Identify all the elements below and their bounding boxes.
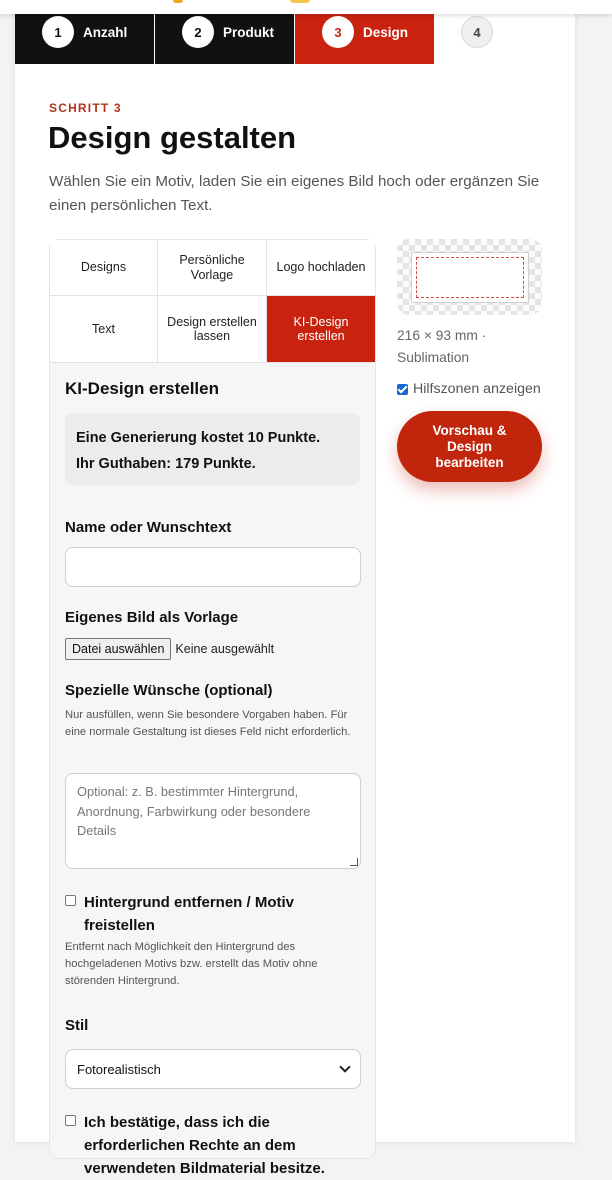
tab-designs[interactable]: Designs bbox=[50, 240, 158, 296]
tab-personal-template[interactable]: Persönliche Vorlage bbox=[158, 240, 267, 296]
help-zones-toggle[interactable] bbox=[397, 381, 541, 397]
help-zones-checkbox[interactable] bbox=[397, 384, 408, 395]
style-label: Stil bbox=[65, 1017, 89, 1034]
step-label: Anzahl bbox=[83, 24, 128, 40]
file-status: Keine ausgewählt bbox=[175, 642, 275, 656]
help-zones-label: Hilfszonen anzeigen bbox=[413, 381, 541, 397]
page-title: Design gestalten bbox=[48, 120, 297, 155]
bg-remove-checkbox[interactable] bbox=[65, 895, 76, 906]
ki-section-title: KI-Design erstellen bbox=[65, 379, 219, 398]
wishes-placeholder: Optional: z. B. bestimmter Hintergrund, Anordnung, Farbwirkung oder besondere Details bbox=[77, 784, 311, 838]
top-strip-mark bbox=[173, 0, 183, 3]
tab-text[interactable]: Text bbox=[50, 296, 158, 362]
bg-remove-label: Hintergrund entfernen / Motiv freistellen bbox=[84, 894, 294, 934]
wishes-hint: Nur ausfüllen, wenn Sie besondere Vorgaben haben. Für eine normale Gestaltung ist dieses Feld nicht erforderlich. bbox=[65, 709, 351, 738]
tab-logo-upload[interactable]: Logo hochladen bbox=[267, 240, 375, 296]
configurator-card bbox=[15, 0, 575, 1177]
step-number: 3 bbox=[322, 16, 354, 48]
bg-remove-hint: Entfernt nach Möglichkeit den Hintergrund des hochgeladenen Motivs bzw. erstellt das Motiv ohne störenden Hintergrund. bbox=[65, 941, 318, 987]
product-meta bbox=[397, 325, 547, 369]
chevron-down-icon bbox=[339, 1061, 350, 1072]
top-strip-mark bbox=[290, 0, 310, 3]
wishes-textarea[interactable] bbox=[65, 773, 361, 869]
tab-ki-design[interactable]: KI-Design erstellen bbox=[267, 296, 375, 362]
step-label: Design bbox=[363, 24, 409, 40]
print-method: Sublimation bbox=[397, 350, 470, 365]
step-number: 2 bbox=[182, 16, 214, 48]
resize-grip-icon[interactable] bbox=[350, 858, 358, 866]
preview-edit-button[interactable]: Vorschau & Design bearbeiten bbox=[397, 411, 542, 482]
style-select[interactable] bbox=[65, 1049, 361, 1089]
balance-info: Ihr Guthaben: 179 Punkte. bbox=[76, 456, 256, 472]
name-field-label: Name oder Wunschtext bbox=[65, 519, 232, 536]
step-label: Produkt bbox=[223, 24, 275, 40]
design-options-panel bbox=[49, 239, 376, 1177]
safe-zone-outline bbox=[416, 257, 524, 298]
preview-print-area bbox=[411, 252, 529, 303]
tab-design-service[interactable]: Design erstellen lassen bbox=[158, 296, 267, 362]
step-number: 4 bbox=[461, 16, 493, 48]
rights-confirm-label: Ich bestätige, dass ich die erforderlichen Rechte an dem verwendeten Bildmaterial besitze. bbox=[84, 1114, 325, 1177]
top-page-strip bbox=[0, 0, 612, 14]
file-upload bbox=[65, 638, 274, 660]
product-preview[interactable] bbox=[397, 239, 542, 315]
cost-info: Eine Generierung kostet 10 Punkte. bbox=[76, 430, 321, 446]
rights-confirm-option bbox=[65, 1111, 334, 1180]
bg-remove-option bbox=[65, 891, 334, 937]
design-tabs bbox=[50, 240, 375, 363]
style-selected-value: Fotorealistisch bbox=[77, 1061, 161, 1077]
points-info-box bbox=[65, 413, 360, 485]
rights-confirm-checkbox[interactable] bbox=[65, 1115, 76, 1126]
image-template-label: Eigenes Bild als Vorlage bbox=[65, 609, 239, 626]
page-intro: Wählen Sie ein Motiv, laden Sie ein eigenes Bild hoch oder ergänzen Sie einen persönlichen Text. bbox=[49, 173, 540, 214]
name-input[interactable] bbox=[65, 547, 361, 587]
step-eyebrow: SCHRITT 3 bbox=[49, 101, 122, 115]
product-dimensions: 216 × 93 mm · bbox=[397, 328, 487, 343]
choose-file-button[interactable]: Datei auswählen bbox=[65, 638, 171, 660]
step-number: 1 bbox=[42, 16, 74, 48]
wishes-label: Spezielle Wünsche (optional) bbox=[65, 682, 273, 699]
